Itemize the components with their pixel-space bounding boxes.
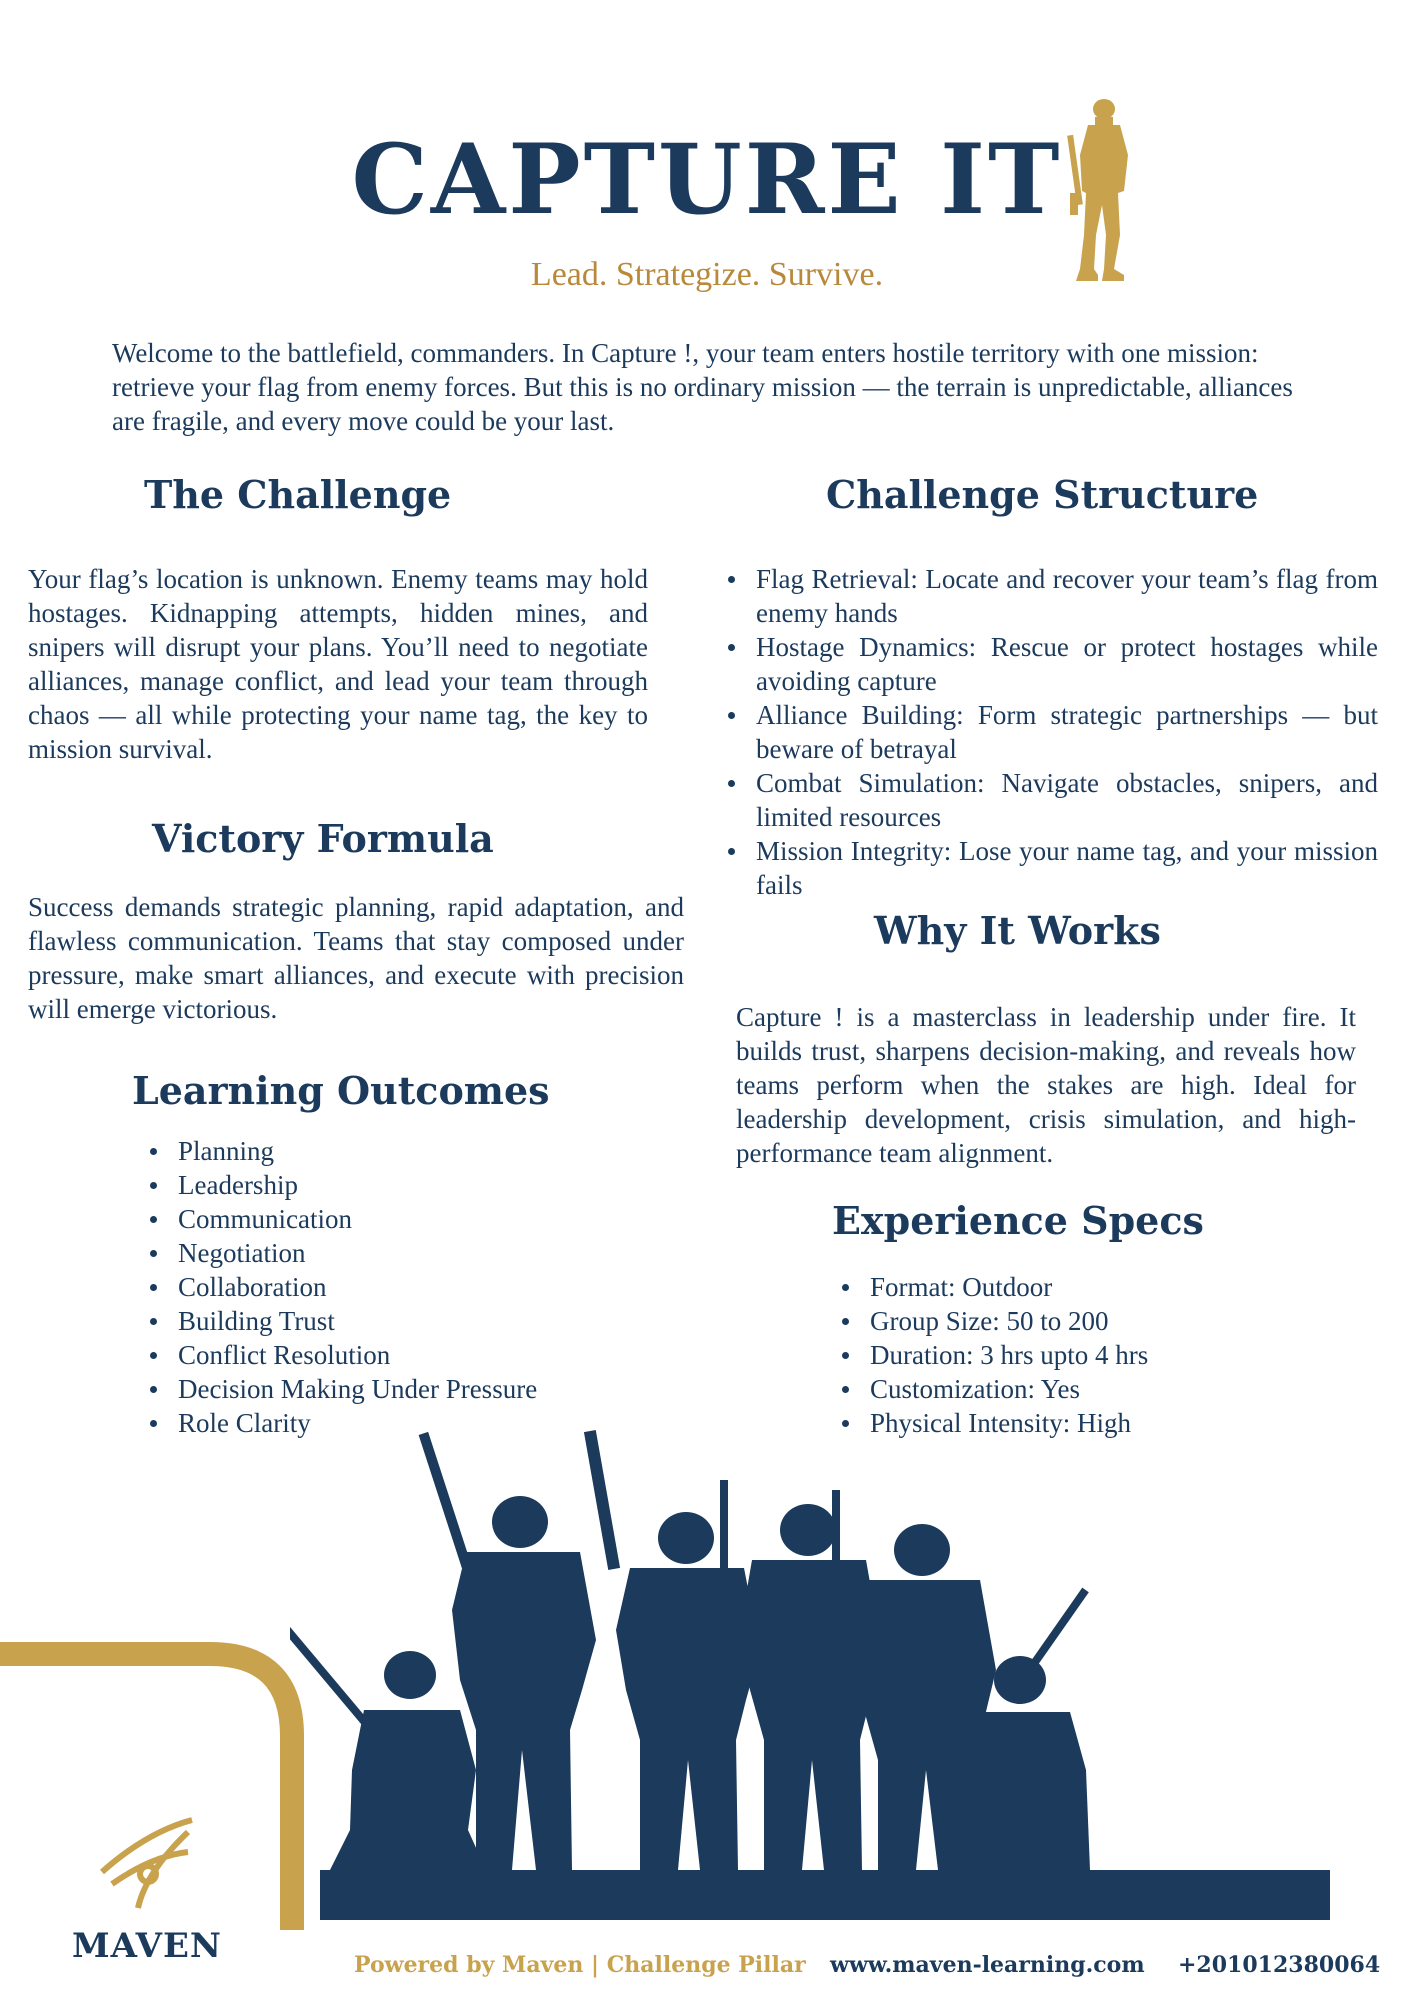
structure-heading: Challenge Structure bbox=[826, 472, 1259, 517]
list-item: Collaboration bbox=[144, 1270, 664, 1304]
maven-logo-icon bbox=[92, 1812, 202, 1922]
tagline: Lead. Strategize. Survive. bbox=[530, 256, 884, 293]
challenge-text: Your flag’s location is unknown. Enemy teams may hold hostages. Kidnapping attempts, hidden mines, and snipers will disrupt your plans. You’ll need to negotiate alliances, manage conflict, and lead your team through chaos — all while protecting your name tag, the key to mission survival. bbox=[28, 564, 648, 764]
why-heading: Why It Works bbox=[874, 908, 1161, 953]
list-item: Negotiation bbox=[144, 1236, 664, 1270]
list-item: Flag Retrieval: Locate and recover your team’s flag from enemy hands bbox=[722, 562, 1378, 630]
specs-heading: Experience Specs bbox=[832, 1198, 1204, 1243]
list-item: Duration: 3 hrs upto 4 hrs bbox=[836, 1338, 1356, 1372]
list-item: Communication bbox=[144, 1202, 664, 1236]
footer-website-link[interactable]: www.maven-learning.com bbox=[830, 1952, 1145, 1978]
list-item: Planning bbox=[144, 1134, 664, 1168]
victory-text: Success demands strategic planning, rapid adaptation, and flawless communication. Teams that stay composed under pressure, make smart alliances, and execute with precision will emerge victorious. bbox=[28, 892, 684, 1024]
footer-powered: Powered by Maven | Challenge Pillar bbox=[354, 1952, 806, 1978]
list-item: Mission Integrity: Lose your name tag, and your mission fails bbox=[722, 834, 1378, 902]
list-item: Leadership bbox=[144, 1168, 664, 1202]
specs-list bbox=[836, 1270, 1356, 1440]
brand-logo-text: MAVEN bbox=[72, 1926, 222, 1966]
list-item: Customization: Yes bbox=[836, 1372, 1356, 1406]
list-item: Role Clarity bbox=[144, 1406, 664, 1440]
outcomes-heading: Learning Outcomes bbox=[132, 1068, 550, 1113]
list-item: Format: Outdoor bbox=[836, 1270, 1356, 1304]
list-item: Decision Making Under Pressure bbox=[144, 1372, 664, 1406]
list-item: Group Size: 50 to 200 bbox=[836, 1304, 1356, 1338]
footer-phone: +201012380064 bbox=[1178, 1952, 1381, 1978]
why-text: Capture ! is a masterclass in leadership under fire. It builds trust, sharpens decision-making, and reveals how teams perform when the stakes are high. Ideal for leadership development, crisis simulation, and high-performance team alignment. bbox=[736, 1002, 1356, 1168]
list-item: Alliance Building: Form strategic partnerships — but beware of betrayal bbox=[722, 698, 1378, 766]
page-title: CAPTURE IT bbox=[351, 123, 1063, 236]
list-item: Physical Intensity: High bbox=[836, 1406, 1356, 1440]
victory-heading: Victory Formula bbox=[152, 816, 494, 861]
soldier-silhouette-icon bbox=[1058, 95, 1150, 281]
outcomes-list bbox=[144, 1134, 664, 1440]
list-item: Combat Simulation: Navigate obstacles, snipers, and limited resources bbox=[722, 766, 1378, 834]
intro-paragraph: Welcome to the battlefield, commanders. In Capture !, your team enters hostile territory with one mission: retrieve your flag from enemy forces. But this is no ordinary mission — the terrain is unpredictable, alliances are fragile, and every move could be your last. bbox=[112, 338, 1293, 436]
structure-list bbox=[722, 562, 1378, 902]
list-item: Hostage Dynamics: Rescue or protect hostages while avoiding capture bbox=[722, 630, 1378, 698]
list-item: Conflict Resolution bbox=[144, 1338, 664, 1372]
troops-silhouette bbox=[290, 1430, 1414, 1920]
list-item: Building Trust bbox=[144, 1304, 664, 1338]
challenge-heading: The Challenge bbox=[144, 472, 452, 517]
